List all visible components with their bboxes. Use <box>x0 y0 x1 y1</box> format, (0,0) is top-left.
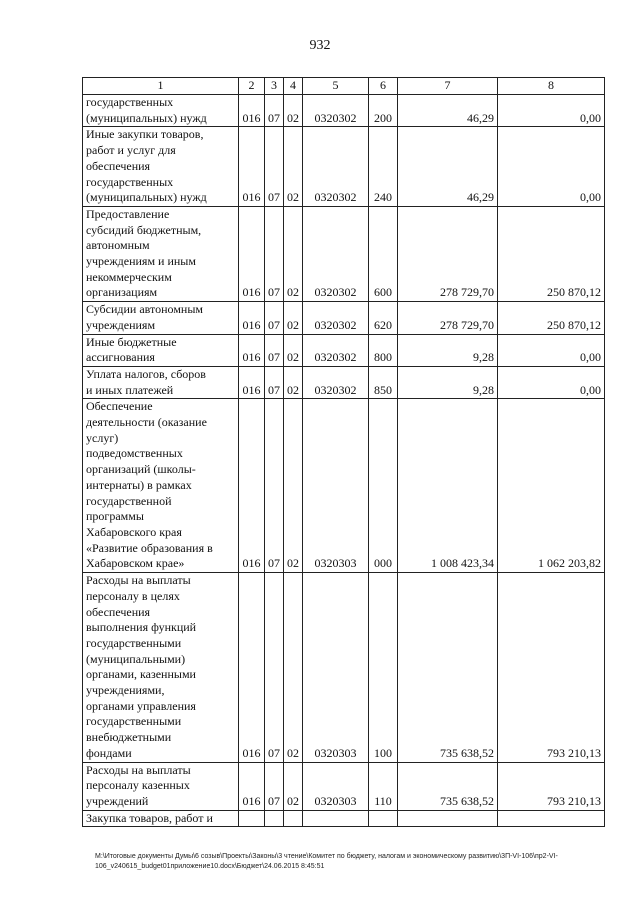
section-code: 07 <box>265 127 284 207</box>
column-header-6: 6 <box>369 78 398 95</box>
ministry-code: 016 <box>239 302 265 334</box>
ministry-code: 016 <box>239 127 265 207</box>
ministry-code: 016 <box>239 762 265 810</box>
budget-table <box>82 77 605 827</box>
expense-type-code: 850 <box>369 366 398 398</box>
amount-year-2: 250 870,12 <box>498 206 605 301</box>
section-code: 07 <box>265 206 284 301</box>
amount-year-2: 0,00 <box>498 127 605 207</box>
empty-cell <box>284 810 303 827</box>
ministry-code: 016 <box>239 399 265 573</box>
subsection-code: 02 <box>284 206 303 301</box>
target-article-code: 0320302 <box>303 95 369 127</box>
table-row <box>83 334 605 366</box>
table-row <box>83 302 605 334</box>
row-name: Расходы на выплаты персоналу в целях обеспечения выполнения функций государственными (муниципальными) органами, казенными учреждениями, органами управления государственными внебюджетными фондами <box>83 573 239 762</box>
amount-year-1: 9,28 <box>398 366 498 398</box>
table-header-row <box>83 78 605 95</box>
row-name: Субсидии автономным учреждениям <box>83 302 239 334</box>
expense-type-code: 620 <box>369 302 398 334</box>
amount-year-1: 1 008 423,34 <box>398 399 498 573</box>
amount-year-2: 793 210,13 <box>498 573 605 762</box>
section-code: 07 <box>265 573 284 762</box>
column-header-4: 4 <box>284 78 303 95</box>
target-article-code: 0320302 <box>303 206 369 301</box>
table-row <box>83 127 605 207</box>
amount-year-1: 735 638,52 <box>398 573 498 762</box>
ministry-code: 016 <box>239 366 265 398</box>
expense-type-code: 240 <box>369 127 398 207</box>
amount-year-2: 0,00 <box>498 334 605 366</box>
amount-year-2: 1 062 203,82 <box>498 399 605 573</box>
row-name: Закупка товаров, работ и <box>83 810 239 827</box>
section-code: 07 <box>265 762 284 810</box>
amount-year-2: 0,00 <box>498 366 605 398</box>
amount-year-1: 735 638,52 <box>398 762 498 810</box>
subsection-code: 02 <box>284 573 303 762</box>
column-header-2: 2 <box>239 78 265 95</box>
expense-type-code: 200 <box>369 95 398 127</box>
expense-type-code: 800 <box>369 334 398 366</box>
table-row <box>83 206 605 301</box>
target-article-code: 0320302 <box>303 366 369 398</box>
table-row <box>83 762 605 810</box>
table-row-partial <box>83 810 605 827</box>
row-name: Предоставление субсидий бюджетным, автономным учреждениям и иным некоммерческим организациям <box>83 206 239 301</box>
table-row <box>83 95 605 127</box>
section-code: 07 <box>265 366 284 398</box>
table-row <box>83 573 605 762</box>
expense-type-code: 100 <box>369 573 398 762</box>
subsection-code: 02 <box>284 762 303 810</box>
row-name: Иные бюджетные ассигнования <box>83 334 239 366</box>
target-article-code: 0320303 <box>303 762 369 810</box>
subsection-code: 02 <box>284 302 303 334</box>
ministry-code: 016 <box>239 573 265 762</box>
file-path-footer: M:\Итоговые документы Думы\6 созыв\Проекты\Законы\3 чтение\Комитет по бюджету, налогам и экономическому развитию\3П-VI-106\пр2-VI-106_v240615_budget01приложение10.docx\Бюджет\24.06.2015 8:45:51 <box>95 853 558 870</box>
target-article-code: 0320303 <box>303 573 369 762</box>
row-name: Обеспечение деятельности (оказание услуг) подведомственных организаций (школы- интернаты) в рамках государственной программы Хабаровского края «Развитие образования в Хабаровском крае» <box>83 399 239 573</box>
amount-year-1: 278 729,70 <box>398 206 498 301</box>
amount-year-1: 278 729,70 <box>398 302 498 334</box>
row-name: государственных (муниципальных) нужд <box>83 95 239 127</box>
target-article-code: 0320302 <box>303 334 369 366</box>
empty-cell <box>303 810 369 827</box>
amount-year-2: 793 210,13 <box>498 762 605 810</box>
table-row <box>83 399 605 573</box>
column-header-3: 3 <box>265 78 284 95</box>
amount-year-2: 0,00 <box>498 95 605 127</box>
column-header-1: 1 <box>83 78 239 95</box>
subsection-code: 02 <box>284 366 303 398</box>
empty-cell <box>398 810 498 827</box>
table-body <box>83 95 605 827</box>
amount-year-1: 9,28 <box>398 334 498 366</box>
subsection-code: 02 <box>284 334 303 366</box>
section-code: 07 <box>265 95 284 127</box>
section-code: 07 <box>265 399 284 573</box>
target-article-code: 0320302 <box>303 302 369 334</box>
target-article-code: 0320302 <box>303 127 369 207</box>
empty-cell <box>265 810 284 827</box>
section-code: 07 <box>265 334 284 366</box>
subsection-code: 02 <box>284 399 303 573</box>
expense-type-code: 000 <box>369 399 398 573</box>
amount-year-2: 250 870,12 <box>498 302 605 334</box>
ministry-code: 016 <box>239 334 265 366</box>
expense-type-code: 600 <box>369 206 398 301</box>
expense-type-code: 110 <box>369 762 398 810</box>
section-code: 07 <box>265 302 284 334</box>
column-header-7: 7 <box>398 78 498 95</box>
table-row <box>83 366 605 398</box>
subsection-code: 02 <box>284 95 303 127</box>
page-number: 932 <box>309 38 331 53</box>
row-name: Уплата налогов, сборов и иных платежей <box>83 366 239 398</box>
empty-cell <box>369 810 398 827</box>
ministry-code: 016 <box>239 95 265 127</box>
amount-year-1: 46,29 <box>398 95 498 127</box>
amount-year-1: 46,29 <box>398 127 498 207</box>
column-header-5: 5 <box>303 78 369 95</box>
ministry-code: 016 <box>239 206 265 301</box>
empty-cell <box>498 810 605 827</box>
subsection-code: 02 <box>284 127 303 207</box>
row-name: Иные закупки товаров, работ и услуг для обеспечения государственных (муниципальных) нужд <box>83 127 239 207</box>
empty-cell <box>239 810 265 827</box>
column-header-8: 8 <box>498 78 605 95</box>
row-name: Расходы на выплаты персоналу казенных учреждений <box>83 762 239 810</box>
target-article-code: 0320303 <box>303 399 369 573</box>
